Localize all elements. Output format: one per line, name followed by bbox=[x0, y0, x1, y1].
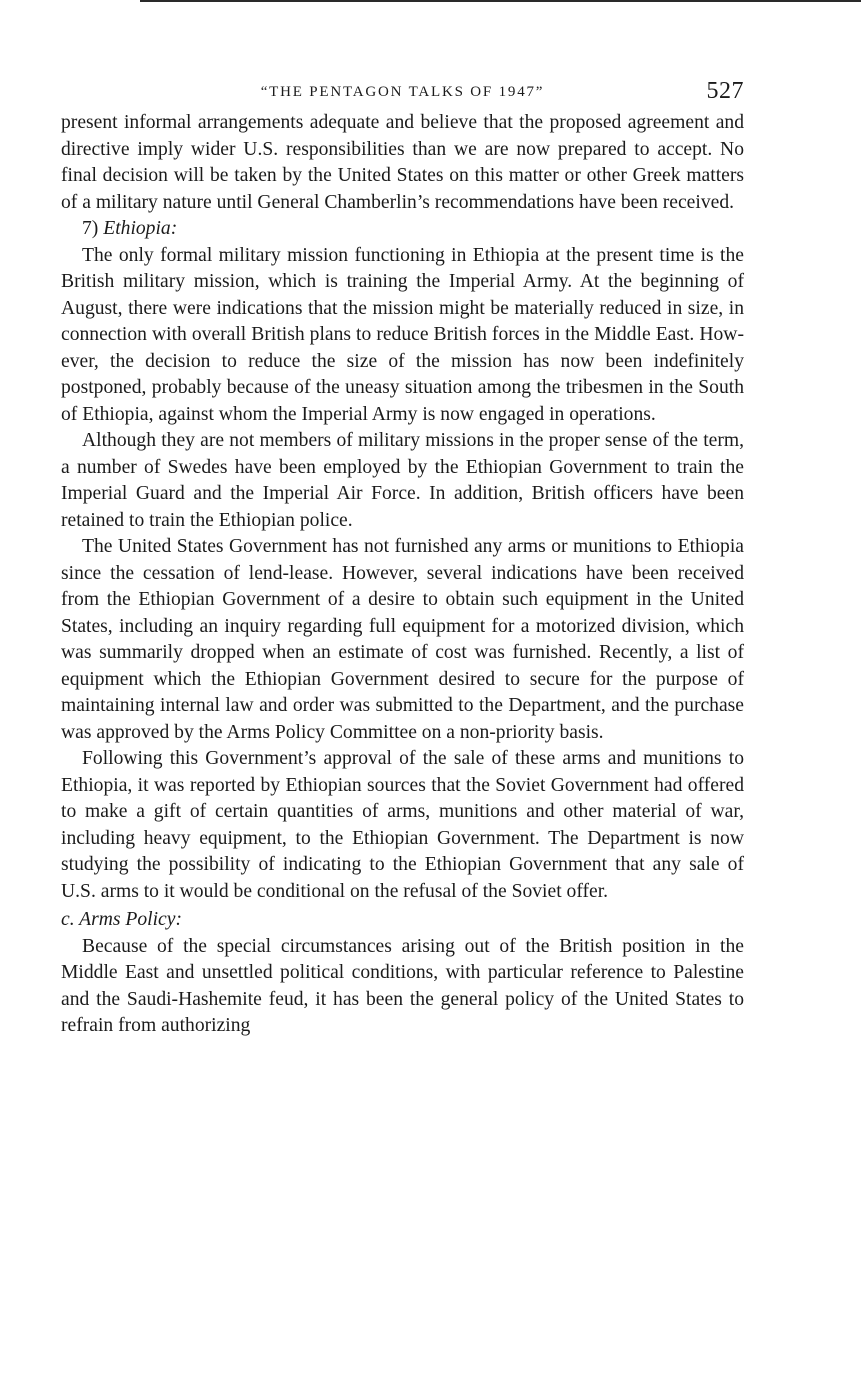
paragraph: Although they are not members of military missions in the proper sense of the term, a number of Swedes have been employed by the Ethiopian Government to train the Imperial Guard and the Imperial Air Force. In addition, British officers have been retained to train the Ethiopian police. bbox=[61, 430, 744, 531]
page-number: 527 bbox=[706, 78, 744, 104]
section-heading-arms-policy: c. Arms Policy: bbox=[61, 909, 182, 930]
section-heading-ethiopia bbox=[61, 216, 744, 243]
paragraph: Following this Government’s approval of the sale of these arms and munitions to Ethiopia, it was reported by Ethiopian sources that the Soviet Government had offered to make a gift of certain quantities of arms, munitions and other material of war, including heavy equipment, to the Ethiopian Government. The Department is now studying the possibility of indicating to the Ethiopian Government that any sale of U.S. arms to it would be conditional on the refusal of the Soviet offer. bbox=[61, 748, 744, 902]
paragraph-continuation: present informal arrangements adequate and believe that the proposed agreement and directive imply wider U.S. responsibilities than we are now prepared to accept. No final decision will be taken by the United States on this matter or other Greek matters of a military nature until General Chamberlin’s recommendations have been received. bbox=[61, 112, 744, 213]
running-title: “THE PENTAGON TALKS OF 1947” bbox=[260, 84, 545, 100]
section-title: Ethiopia: bbox=[103, 218, 178, 239]
paragraph: Because of the special circumstances arising out of the British position in the Middle East and unsettled political conditions, with particular reference to Palestine and the Saudi-Hashemite feud, it has been the general policy of the United States to refrain from authorizing bbox=[61, 935, 744, 1036]
paragraph: The United States Government has not furnished any arms or munitions to Ethiopia since the cessation of lend-lease. However, several indications have been received from the Ethiopian Government of a desire to obtain such equipment in the United States, including an inquiry regarding full equipment for a motorized division, which was summarily dropped when an estimate of cost was furnished. Recently, a list of equipment which the Ethiopian Government desired to secure for the purpose of maintaining internal law and order was submitted to the Department, and the purchase was approved by the Arms Policy Committee on a non-priority basis. bbox=[61, 536, 744, 743]
paragraph: The only formal military mission functioning in Ethiopia at the present time is the British military mission, which is training the Imperial Army. At the beginning of August, there were indications that the mission might be materially reduced in size, in connection with overall British plans to reduce British forces in the Middle East. However, the decision to reduce the size of the mission has now been indefinitely postponed, probably because of the uneasy situation among the tribesmen in the South of Ethiopia, against whom the Imperial Army is now engaged in operations. bbox=[61, 244, 744, 425]
section-number: 7) bbox=[82, 218, 99, 239]
document-page bbox=[61, 78, 744, 1040]
body-text bbox=[61, 110, 744, 1040]
running-head bbox=[61, 78, 744, 110]
top-rule bbox=[140, 0, 861, 2]
